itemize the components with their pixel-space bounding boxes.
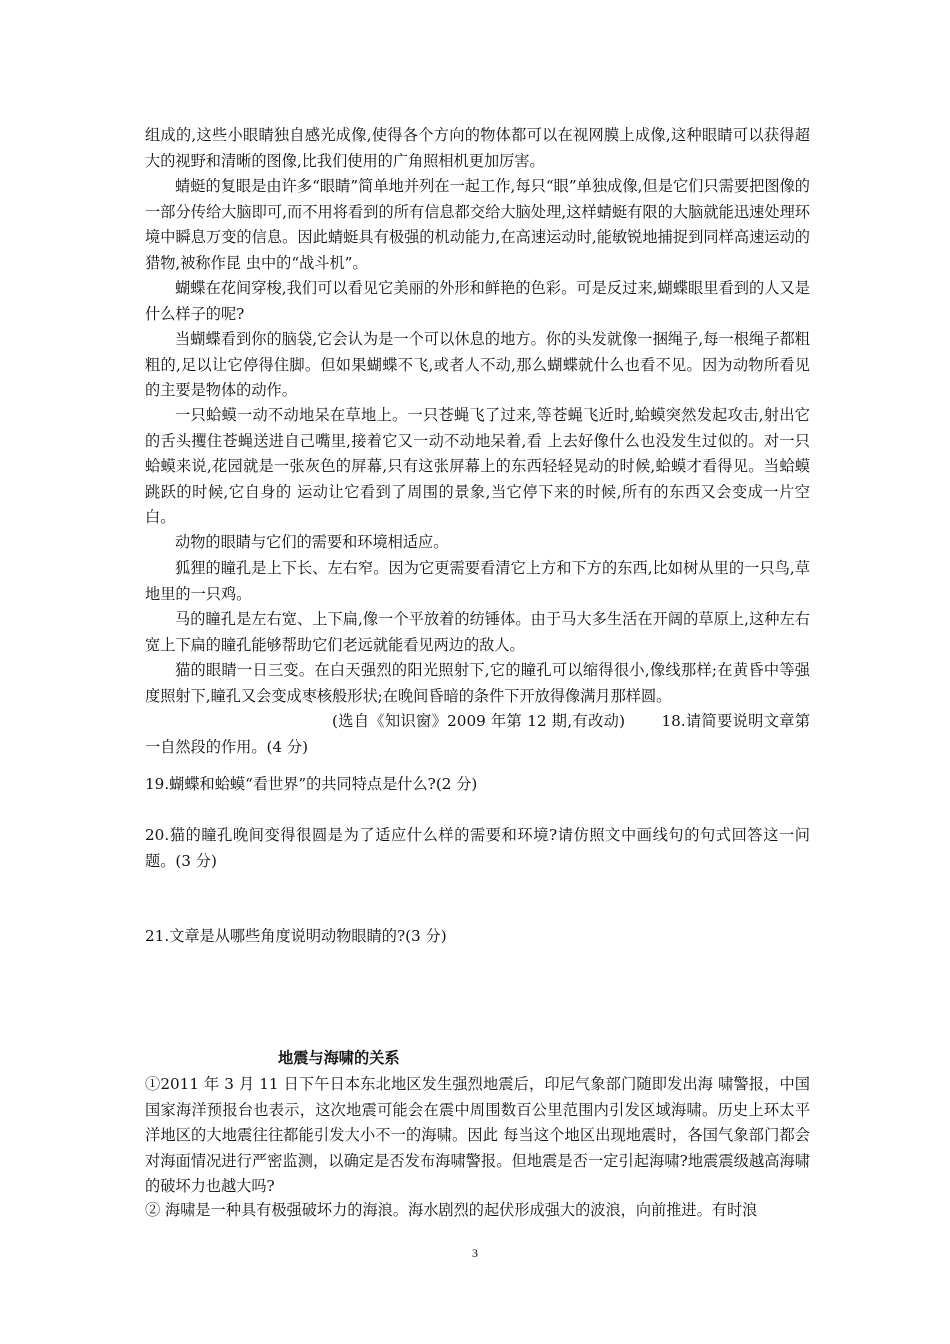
paragraph-butterfly-view: 当蝴蝶看到你的脑袋,它会认为是一个可以休息的地方。你的头发就像一捆绳子,每一根绳子都粗粗的,足以让它停得住脚。但如果蝴蝶不飞,或者人不动,那么蝴蝶就什么也看不见。因为动物所看见的主要是物体的动作。 [145, 330, 810, 400]
paragraph-adaptation: 动物的眼睛与它们的需要和环境相适应。 [175, 533, 449, 551]
source-citation: (选自《知识窗》2009 年第 12 期,有改动) [332, 712, 626, 730]
paragraph-fox: 狐狸的瞳孔是上下长、左右窄。因为它更需要看清它上方和下方的东西,比如树从里的一只鸟,草地里的一只鸡。 [145, 559, 810, 603]
question-18: 18.请简要说明文章第一自然段的作用。(4 分) [145, 712, 811, 756]
paragraph-horse: 马的瞳孔是左右宽、上下扁,像一个平放着的纺锤体。由于马大多生活在开阔的草原上,这种左右宽上下扁的瞳孔能够帮助它们老远就能看见两边的敌人。 [145, 610, 810, 654]
question-19: 19.蝴蝶和蛤蟆“看世界”的共同特点是什么?(2 分) [145, 775, 478, 793]
paragraph-toad: 一只蛤蟆一动不动地呆在草地上。一只苍蝇飞了过来,等苍蝇飞近时,蛤蟆突然发起攻击,射出它的舌头攫住苍蝇送进自己嘴里,接着它又一动不动地呆着,看 上去好像什么也没发生过似的。对一只蛤蟆来说,花园就是一张灰色的屏幕,只有这张屏幕上的东西轻轻晃动的时候,蛤蟆才看得见。当蛤蟆跳跃的时候,它自身的 运动让它看到了周围的景象,当它停下来的时候,所有的东西又会变成一片空白。 [145, 406, 810, 527]
source-and-question-18 [145, 709, 810, 760]
question-21: 21.文章是从哪些角度说明动物眼睛的?(3 分) [145, 927, 447, 945]
question-20: 20.猫的瞳孔晚间变得很圆是为了适应什么样的需要和环境?请仿照文中画线句的句式回答这一问题。(3 分) [145, 826, 810, 870]
paragraph-butterfly-question: 蝴蝶在花间穿梭,我们可以看见它美丽的外形和鲜艳的色彩。可是反过来,蝴蝶眼里看到的人又是什么样子的呢? [145, 279, 810, 323]
paragraph-compound-eye-intro: 组成的,这些小眼睛独自感光成像,使得各个方向的物体都可以在视网膜上成像,这种眼睛可以获得超大的视野和清晰的图像,比我们使用的广角照相机更加厉害。 [145, 126, 810, 170]
paragraph-tsunami-2: ② 海啸是一种具有极强破坏力的海浪。海水剧烈的起伏形成强大的波浪，向前推进。有时浪 [145, 1201, 758, 1219]
article-title: 地震与海啸的关系 [278, 1049, 400, 1067]
paragraph-dragonfly: 蜻蜓的复眼是由许多“眼睛”简单地并列在一起工作,每只“眼”单独成像,但是它们只需要把图像的一部分传给大脑即可,而不用将看到的所有信息都交给大脑处理,这样蜻蜓有限的大脑就能迅速处理环境中瞬息万变的信息。因此蜻蜓具有极强的机动能力,在高速运动时,能敏锐地捕捉到同样高速运动的猎物,被称作昆 虫中的“战斗机”。 [145, 177, 810, 272]
page-number: 3 [472, 1246, 478, 1260]
paragraph-earthquake-1: ①2011 年 3 月 11 日下午日本东北地区发生强烈地震后，印尼气象部门随即发出海 啸警报，中国国家海洋预报台也表示，这次地震可能会在震中周围数百公里范围内引发区域海啸。历史上环太平洋地区的大地震往往都能引发大小不一的海啸。因此 每当这个地区出现地震时，各国气象部门都会对海面情况进行严密监测，以确定是否发布海啸警报。但地震是否一定引起海啸?地震震级越高海啸的破坏力也越大吗? [145, 1075, 810, 1196]
paragraph-cat: 猫的眼睛一日三变。在白天强烈的阳光照射下,它的瞳孔可以缩得很小,像线那样;在黄昏中等强度照射下,瞳孔又会变成枣核般形状;在晚间昏暗的条件下开放得像满月那样圆。 [145, 661, 810, 705]
